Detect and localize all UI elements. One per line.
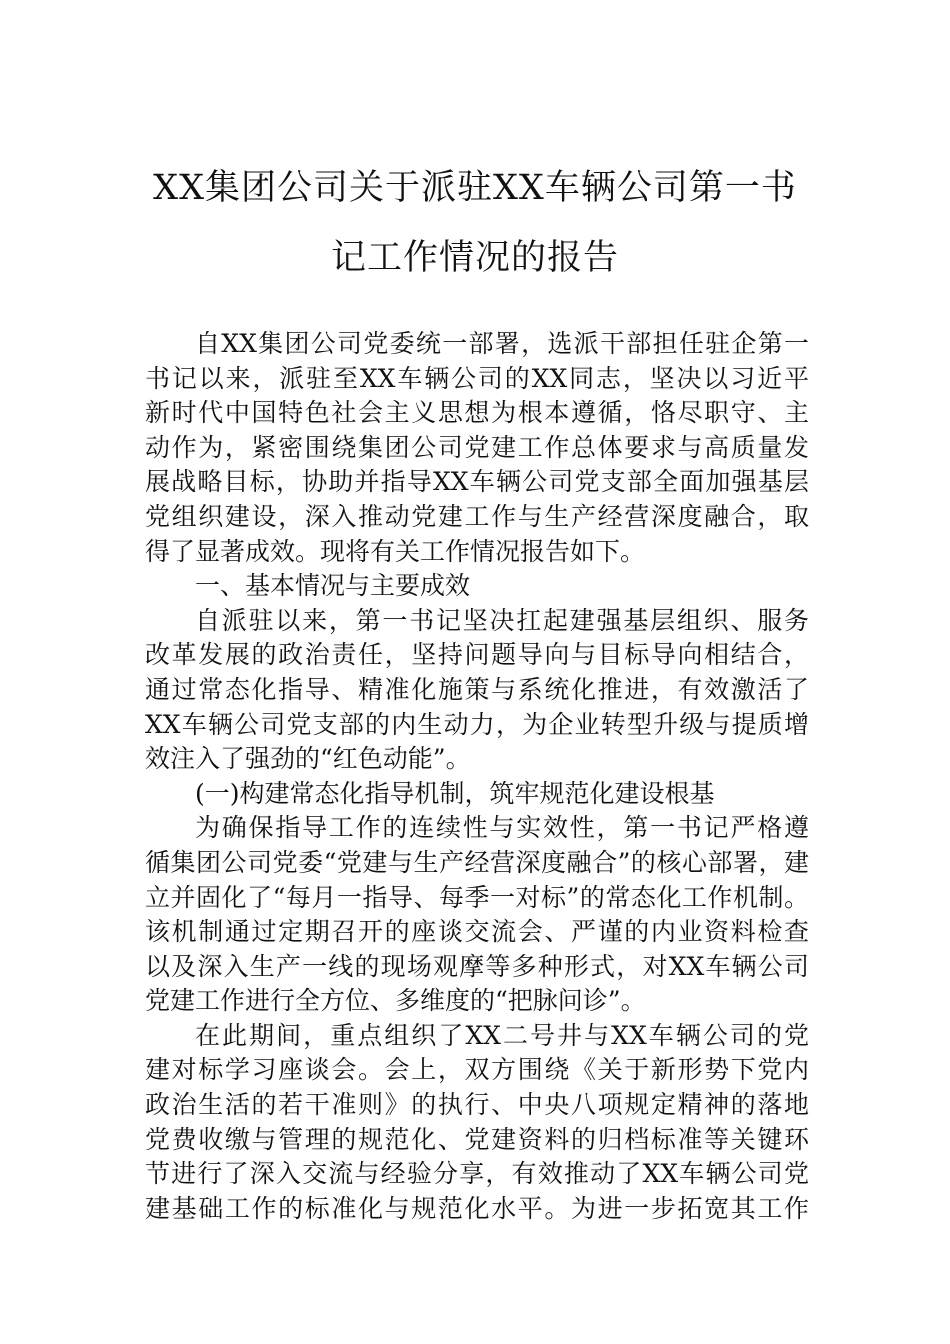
paragraph-line: 循集团公司党委“党建与生产经营深度融合”的核心部署，建 [145,847,809,877]
paragraph-line: 节进行了深入交流与经验分享，有效推动了XX车辆公司党 [145,1159,809,1189]
paragraph-line: 立并固化了“每月一指导、每季一对标”的常态化工作机制。 [145,882,809,912]
paragraph-line: XX车辆公司党支部的内生动力，为企业转型升级与提质增 [145,709,809,739]
paragraph-line: 建对标学习座谈会。会上，双方围绕《关于新形势下党内 [145,1055,809,1085]
paragraph-line: 自派驻以来，第一书记坚决扛起建强基层组织、服务 [195,605,809,635]
paragraph-line: 党费收缴与管理的规范化、党建资料的归档标准等关键环 [145,1124,809,1154]
subsection-heading: (一)构建常态化指导机制，筑牢规范化建设根基 [195,778,715,808]
paragraph-line: 建基础工作的标准化与规范化水平。为进一步拓宽其工作 [145,1193,809,1223]
paragraph-line: 自XX集团公司党委统一部署，选派干部担任驻企第一 [195,329,809,358]
paragraph-line: 通过常态化指导、精准化施策与系统化推进，有效激活了 [145,674,809,704]
paragraph-line: 为确保指导工作的连续性与实效性，第一书记严格遵 [195,813,809,843]
paragraph-line: 动作为，紧密围绕集团公司党建工作总体要求与高质量发 [145,432,809,462]
paragraph-line: 党建工作进行全方位、多维度的“把脉问诊”。 [145,986,646,1016]
paragraph-line: 以及深入生产一线的现场观摩等多种形式，对XX车辆公司 [145,951,809,981]
paragraph-line: 党组织建设，深入推动党建工作与生产经营深度融合，取 [145,501,809,531]
paragraph-line: 展战略目标，协助并指导XX车辆公司党支部全面加强基层 [145,467,809,497]
paragraph-line: 效注入了强劲的“红色动能”。 [145,744,471,774]
paragraph-line: 改革发展的政治责任，坚持问题导向与目标导向相结合， [145,640,809,670]
paragraph-line: 政治生活的若干准则》的执行、中央八项规定精神的落地 [145,1090,809,1120]
report-body [145,327,809,1226]
report-title-line-2: 记工作情况的报告 [330,238,619,278]
section-heading: 一、基本情况与主要成效 [195,571,471,601]
paragraph-line: 该机制通过定期召开的座谈交流会、严谨的内业资料检查 [145,917,809,947]
paragraph-line: 得了显著成效。现将有关工作情况报告如下。 [145,536,646,566]
paragraph-line: 在此期间，重点组织了XX二号井与XX车辆公司的党 [195,1020,809,1050]
paragraph-line: 书记以来，派驻至XX车辆公司的XX同志，坚决以习近平 [145,363,809,393]
report-title-line-1: XX集团公司关于派驻XX车辆公司第一书 [153,168,797,208]
paragraph-line: 新时代中国特色社会主义思想为根本遵循，恪尽职守、主 [145,398,809,428]
